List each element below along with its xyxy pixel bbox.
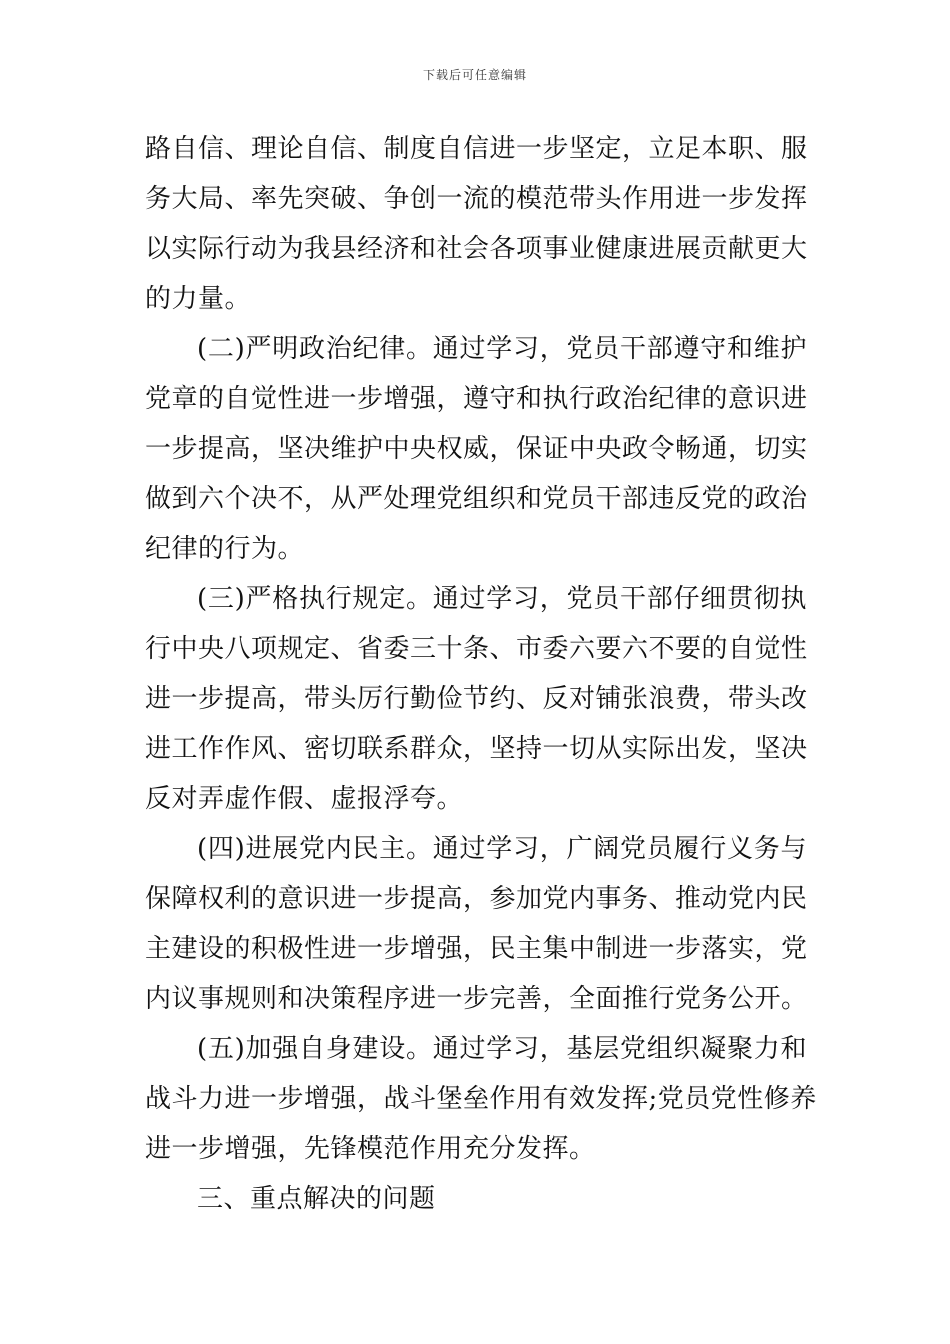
text-line: (四)进展党内民主。通过学习，广阔党员履行义务与: [197, 834, 807, 864]
text-line: (二)严明政治纪律。通过学习，党员干部遵守和维护: [197, 334, 807, 364]
text-line: 进工作作风、密切联系群众，坚持一切从实际出发，坚决: [145, 734, 808, 764]
text-line: 的力量。: [145, 284, 252, 314]
text-line: (三)严格执行规定。通过学习，党员干部仔细贯彻执: [197, 584, 807, 614]
text-line: 战斗力进一步增强，战斗堡垒作用有效发挥;党员党性修养: [145, 1084, 817, 1114]
text-line: (五)加强自身建设。通过学习，基层党组织凝聚力和: [197, 1034, 807, 1064]
heading-text: 三、重点解决的问题: [197, 1184, 436, 1214]
paragraph-section-3: [145, 574, 807, 824]
text-line: 反对弄虚作假、虚报浮夸。: [145, 784, 464, 814]
paragraph-section-5: [145, 1024, 817, 1174]
text-line: 务大局、率先突破、争创一流的模范带头作用进一步发挥: [145, 184, 808, 214]
text-line: 内议事规则和决策程序进一步完善，全面推行党务公开。: [145, 984, 808, 1014]
text-line: 主建设的积极性进一步增强，民主集中制进一步落实，党: [145, 934, 808, 964]
text-line: 做到六个决不，从严处理党组织和党员干部违反党的政治: [145, 484, 808, 514]
document-body: [145, 124, 817, 1224]
paragraph-continuation: [145, 124, 807, 324]
section-heading: [145, 1174, 807, 1224]
text-line: 路自信、理论自信、制度自信进一步坚定，立足本职、服: [145, 134, 808, 164]
text-line: 行中央八项规定、省委三十条、市委六要六不要的自觉性: [145, 634, 808, 664]
text-line: 党章的自觉性进一步增强，遵守和执行政治纪律的意识进: [145, 384, 808, 414]
text-line: 保障权利的意识进一步提高，参加党内事务、推动党内民: [145, 884, 808, 914]
page-header-note: 下载后可任意编辑: [422, 68, 527, 82]
paragraph-section-4: [145, 824, 807, 1024]
paragraph-section-2: [145, 324, 807, 574]
text-line: 进一步提高，带头厉行勤俭节约、反对铺张浪费，带头改: [145, 684, 808, 714]
text-line: 以实际行动为我县经济和社会各项事业健康进展贡献更大: [145, 234, 808, 264]
text-line: 一步提高，坚决维护中央权威，保证中央政令畅通，切实: [145, 434, 808, 464]
text-line: 纪律的行为。: [145, 534, 305, 564]
text-line: 进一步增强，先锋模范作用充分发挥。: [145, 1134, 596, 1164]
